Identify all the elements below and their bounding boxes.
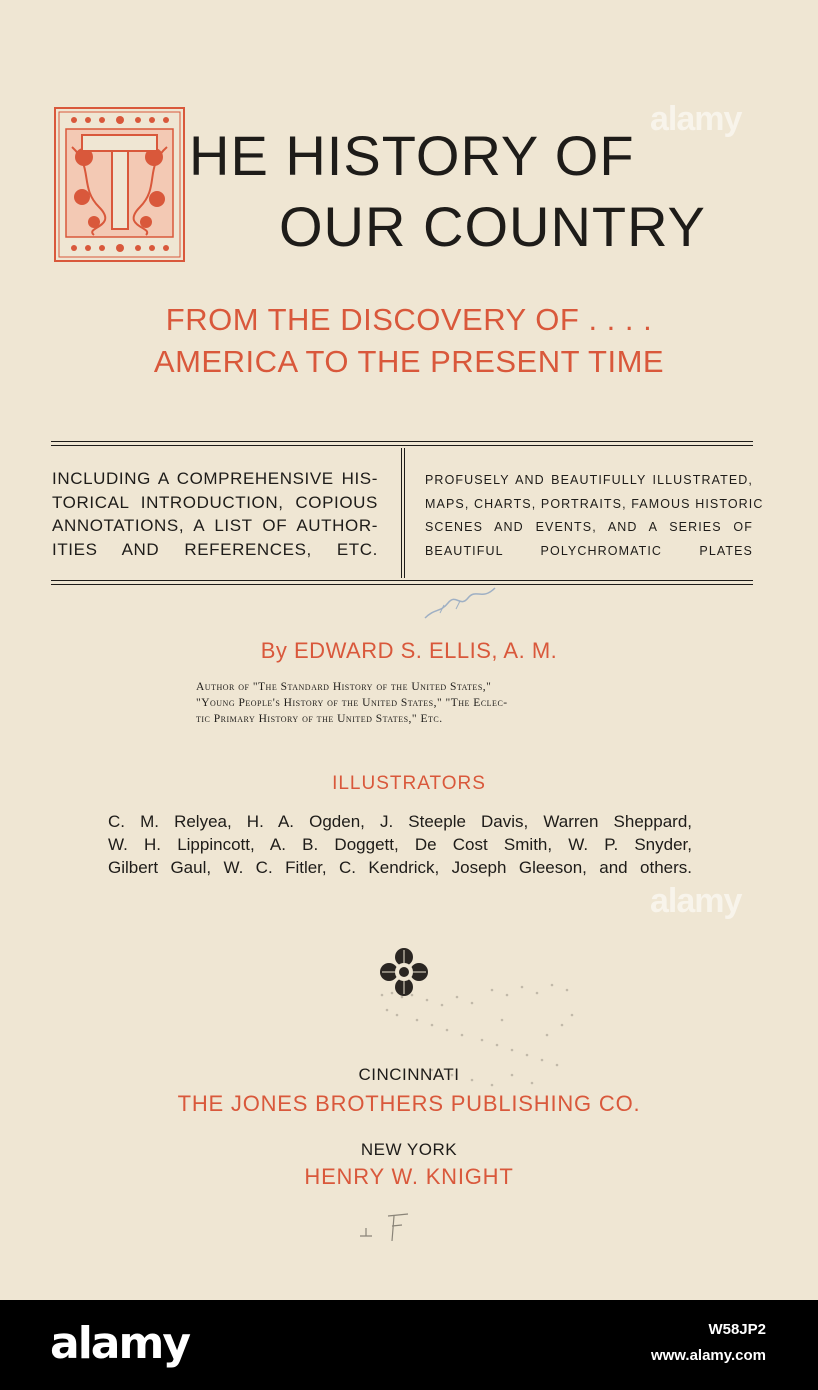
image-id-label: W58JP2	[708, 1321, 766, 1338]
top-rule-outer	[51, 441, 753, 442]
right-column-line: PROFUSELY AND BEAUTIFULLY ILLUSTRATED,	[425, 473, 753, 487]
author-credentials	[196, 679, 610, 727]
publisher-city-1: CINCINNATI	[358, 1065, 460, 1084]
illustrators-line: W. H. Lippincott, A. B. Doggett, De Cost Smith, W. P. Snyder,	[108, 835, 692, 854]
right-column-line: SCENES AND EVENTS, AND A SERIES OF	[425, 520, 753, 534]
brand-logo: alamy	[50, 1318, 189, 1369]
author-note-line: tic Primary History of the United States," Etc.	[196, 713, 443, 725]
title-line-2: OUR COUNTRY	[279, 195, 706, 258]
illustrators-line: Gilbert Gaul, W. C. Fitler, C. Kendrick, Joseph Gleeson, and others.	[108, 858, 692, 877]
dropcap-ornament	[54, 107, 185, 262]
right-column-line: BEAUTIFUL POLYCHROMATIC PLATES	[425, 543, 753, 558]
publisher-name-2: HENRY W. KNIGHT	[304, 1164, 514, 1189]
left-column-line: ANNOTATIONS, A LIST OF AUTHOR-	[52, 516, 378, 535]
top-rule-inner	[51, 445, 753, 446]
column-divider-inner	[404, 448, 405, 578]
title-line-1: HE HISTORY OF	[189, 124, 635, 187]
bottom-rule-outer	[51, 584, 753, 585]
publisher-city-2: NEW YORK	[360, 1140, 458, 1159]
author-note-line: Author of "The Standard History of the United States,"	[196, 681, 492, 693]
column-divider	[401, 448, 402, 578]
illustrators-line: C. M. Relyea, H. A. Ogden, J. Steeple Davis, Warren Sheppard,	[108, 812, 692, 831]
left-column-line: TORICAL INTRODUCTION, COPIOUS	[52, 492, 378, 512]
byline: By EDWARD S. ELLIS, A. M.	[260, 638, 558, 663]
illustrators-heading: ILLUSTRATORS	[332, 773, 486, 794]
right-column-line: MAPS, CHARTS, PORTRAITS, FAMOUS HISTORIC	[425, 496, 764, 511]
handwritten-scribble	[420, 583, 500, 623]
subtitle-line-2: AMERICA TO THE PRESENT TIME	[153, 344, 665, 379]
right-column-description	[425, 469, 764, 563]
handwritten-initials	[350, 1206, 420, 1246]
watermark-logo: alamy	[650, 882, 742, 920]
publisher-name-1: THE JONES BROTHERS PUBLISHING CO.	[177, 1091, 641, 1116]
left-column-line: INCLUDING A COMPREHENSIVE HIS-	[52, 469, 378, 488]
left-column-description	[52, 467, 378, 561]
illustrators-list	[108, 810, 692, 879]
watermark-logo: alamy	[650, 100, 742, 138]
site-url-label: www.alamy.com	[650, 1347, 766, 1364]
bottom-rule-inner	[51, 580, 753, 581]
subtitle-line-1: FROM THE DISCOVERY OF . . . .	[165, 302, 653, 337]
author-note-line: "Young People's History of the United States," "The Eclec-	[196, 697, 508, 709]
left-column-line: ITIES AND REFERENCES, ETC.	[52, 539, 378, 559]
